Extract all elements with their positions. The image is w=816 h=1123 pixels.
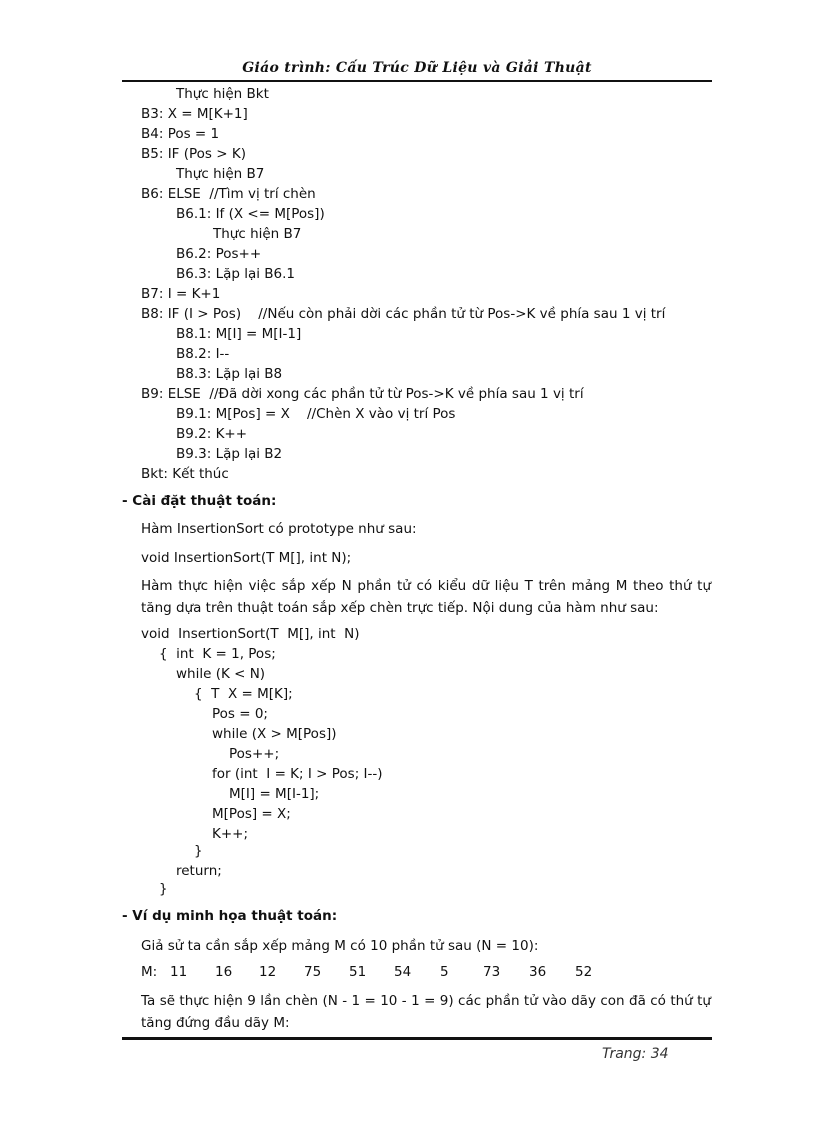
array-value: 11 xyxy=(170,964,188,980)
algo-line: B4: Pos = 1 xyxy=(141,126,220,142)
code-line: Pos = 0; xyxy=(212,706,268,722)
algo-line: B9.3: Lặp lại B2 xyxy=(176,446,283,462)
algo-line: B9.1: M[Pos] = X //Chèn X vào vị trí Pos xyxy=(176,406,456,422)
section-heading-example: - Ví dụ minh họa thuật toán: xyxy=(122,908,338,924)
code-line: while (K < N) xyxy=(176,666,266,682)
paragraph: Hàm InsertionSort có prototype như sau: xyxy=(141,521,417,537)
algo-line: B3: X = M[K+1] xyxy=(141,106,248,122)
algo-line: B8.3: Lặp lại B8 xyxy=(176,366,283,382)
code-line: void InsertionSort(T M[], int N) xyxy=(141,626,360,642)
algo-line: B5: IF (Pos > K) xyxy=(141,146,246,162)
page-header-title: Giáo trình: Cấu Trúc Dữ Liệu và Giải Thuật xyxy=(242,60,592,76)
code-line: M[I] = M[I-1]; xyxy=(229,786,320,802)
footer-rule xyxy=(122,1037,712,1040)
array-value: 52 xyxy=(575,964,593,980)
page-number: Trang: 34 xyxy=(602,1046,669,1062)
array-value: 12 xyxy=(259,964,277,980)
paragraph: Giả sử ta cần sắp xếp mảng M có 10 phần tử sau (N = 10): xyxy=(141,938,539,954)
code-line: K++; xyxy=(212,826,249,842)
code-line: while (X > M[Pos]) xyxy=(212,726,337,742)
algo-line: B6.3: Lặp lại B6.1 xyxy=(176,266,296,282)
algo-line: B6: ELSE //Tìm vị trí chèn xyxy=(141,186,316,202)
code-line: M[Pos] = X; xyxy=(212,806,291,822)
array-value: 36 xyxy=(529,964,547,980)
algo-line: B8.2: I-- xyxy=(176,346,230,362)
array-value: 75 xyxy=(304,964,322,980)
algo-line: B8: IF (I > Pos) //Nếu còn phải dời các phần tử từ Pos->K về phía sau 1 vị trí xyxy=(141,306,666,322)
paragraph: Ta sẽ thực hiện 9 lần chèn (N - 1 = 10 - 1 = 9) các phần tử vào dãy con đã có thứ tự tăng đứng đầu dãy M: xyxy=(141,993,711,1031)
algo-line: B7: I = K+1 xyxy=(141,286,221,302)
prototype-line: void InsertionSort(T M[], int N); xyxy=(141,550,352,566)
algo-line: Bkt: Kết thúc xyxy=(141,466,229,482)
algo-line: B6.2: Pos++ xyxy=(176,246,262,262)
code-line: } xyxy=(194,843,203,859)
array-value: 51 xyxy=(349,964,367,980)
code-line: { T X = M[K]; xyxy=(194,686,293,702)
section-heading-install: - Cài đặt thuật toán: xyxy=(122,493,277,509)
code-line: return; xyxy=(176,863,222,879)
algo-line: B9.2: K++ xyxy=(176,426,248,442)
header-rule xyxy=(122,80,712,82)
code-line: for (int I = K; I > Pos; I--) xyxy=(212,766,383,782)
algo-line: B9: ELSE //Đã dời xong các phần tử từ Pos->K về phía sau 1 vị trí xyxy=(141,386,584,402)
array-label: M: xyxy=(141,964,158,980)
algo-line: Thực hiện B7 xyxy=(176,166,265,182)
paragraph: Hàm thực hiện việc sắp xếp N phần tử có kiểu dữ liệu T trên mảng M theo thứ tự tăng dựa trên thuật toán sắp xếp chèn trực tiếp. Nội dung của hàm như sau: xyxy=(141,578,711,616)
algo-line: B8.1: M[I] = M[I-1] xyxy=(176,326,302,342)
algo-line: Thực hiện Bkt xyxy=(176,86,269,102)
code-line: { int K = 1, Pos; xyxy=(159,646,276,662)
array-value: 5 xyxy=(440,964,449,980)
array-value: 16 xyxy=(215,964,233,980)
algo-line: Thực hiện B7 xyxy=(213,226,302,242)
array-value: 73 xyxy=(483,964,501,980)
algo-line: B6.1: If (X <= M[Pos]) xyxy=(176,206,325,222)
array-value: 54 xyxy=(394,964,412,980)
code-line: } xyxy=(159,881,168,897)
code-line: Pos++; xyxy=(229,746,280,762)
